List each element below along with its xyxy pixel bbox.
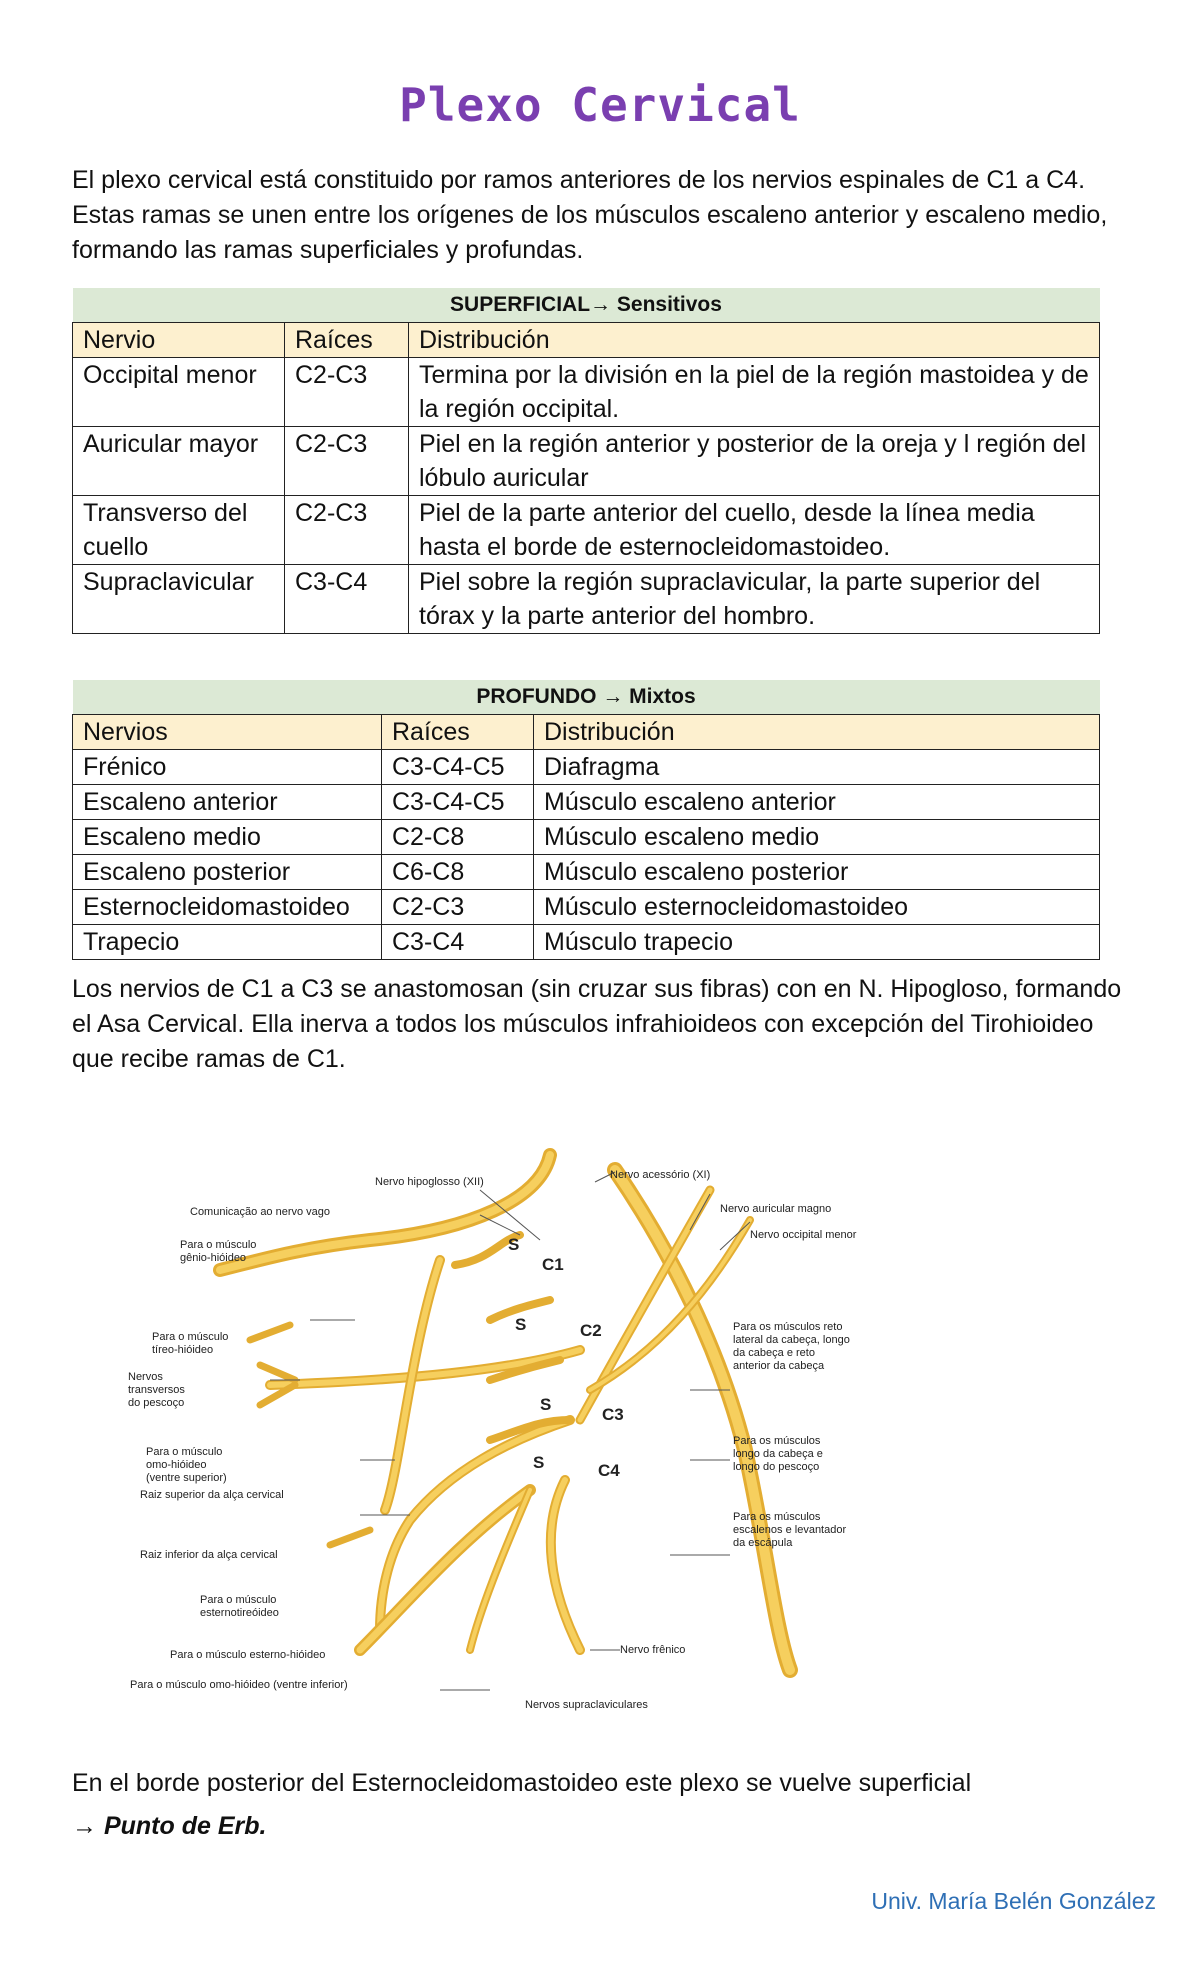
label-geniohyoid: gênio-hióideo: [180, 1252, 247, 1264]
label-lesser-occipital: Nervo occipital menor: [750, 1229, 857, 1241]
nerve-cell: Transverso del cuello: [73, 496, 285, 565]
label-c3: C3: [602, 1405, 624, 1424]
table-row: [73, 890, 1100, 925]
nerve-cell: Occipital menor: [73, 358, 285, 427]
label-rectus: Para os músculos reto: [733, 1321, 843, 1333]
label-scalenes: escalenos e levantador: [733, 1524, 847, 1536]
distribution-cell: Termina por la división en la piel de la región mastoidea y de la región occipital.: [409, 358, 1100, 427]
label-scalenes: Para os músculos: [733, 1511, 821, 1523]
label-supraclaviculars: Nervos supraclaviculares: [525, 1699, 648, 1711]
table-row: [73, 565, 1100, 634]
roots-cell: C2-C3: [285, 358, 409, 427]
label-s: S: [508, 1235, 520, 1254]
roots-cell: C3-C4: [382, 925, 534, 960]
asa-cervical-paragraph: Los nervios de C1 a C3 se anastomosan (sin cruzar sus fibras) con en N. Hipogloso, formando el Asa Cervical. Ella inerva a todos los músculos infrahioideos con excepción del Tirohioideo que recibe ramas de C1.: [72, 975, 1122, 1073]
label-s: S: [533, 1453, 545, 1472]
label-hypoglossal: Nervo hipoglosso (XII): [375, 1176, 484, 1188]
distribution-cell: Músculo trapecio: [534, 925, 1100, 960]
table-row: [73, 750, 1100, 785]
label-sternohyoid: Para o músculo esterno-hióideo: [170, 1649, 326, 1661]
header-cell: Nervios: [73, 715, 382, 750]
author-credit: Univ. María Belén González: [871, 1888, 1156, 1914]
header-cell: Distribución: [534, 715, 1100, 750]
label-thyrohyoid: tíreo-hióideo: [152, 1344, 214, 1356]
header-cell: Distribución: [409, 323, 1100, 358]
page-title: Plexo Cervical: [399, 78, 801, 132]
nerve-branches: [220, 1155, 790, 1670]
label-omohyoid-superior: (ventre superior): [146, 1472, 227, 1484]
table-row: [73, 785, 1100, 820]
nerve-cell: Escaleno posterior: [73, 855, 382, 890]
roots-cell: C2-C8: [382, 820, 534, 855]
distribution-cell: Piel en la región anterior y posterior de la oreja y l región del lóbulo auricular: [409, 427, 1100, 496]
nerve-cell: Escaleno anterior: [73, 785, 382, 820]
label-transverse-cervical: transversos: [128, 1384, 185, 1396]
label-c4: C4: [598, 1461, 620, 1480]
label-sternothyroid: Para o músculo: [200, 1594, 277, 1606]
table-row: [73, 855, 1100, 890]
label-transverse-cervical: do pescoço: [128, 1397, 185, 1409]
label-omohyoid-superior: Para o músculo: [146, 1446, 223, 1458]
label-rectus: da cabeça e reto: [733, 1347, 815, 1359]
table-row: [73, 496, 1100, 565]
label-great-auricular: Nervo auricular magno: [720, 1203, 832, 1215]
roots-cell: C6-C8: [382, 855, 534, 890]
label-omohyoid-superior: omo-hióideo: [146, 1459, 207, 1471]
roots-cell: C3-C4-C5: [382, 785, 534, 820]
table-row: [73, 427, 1100, 496]
intro-paragraph: El plexo cervical está constituido por ramos anteriores de los nervios espinales de C1 a C4. Estas ramas se unen entre los orígenes de los músculos escaleno anterior y escaleno medio, formando las ramas superficiales y profundas.: [72, 166, 1108, 264]
label-rectus: lateral da cabeça, longo: [733, 1334, 850, 1346]
label-accessory: Nervo acessório (XI): [610, 1169, 711, 1181]
label-superior-root: Raiz superior da alça cervical: [140, 1489, 284, 1501]
label-c1: C1: [542, 1255, 564, 1274]
label-longus: longo da cabeça e: [733, 1448, 823, 1460]
roots-cell: C2-C3: [285, 427, 409, 496]
roots-cell: C2-C3: [285, 496, 409, 565]
roots-cell: C3-C4: [285, 565, 409, 634]
distribution-cell: Músculo esternocleidomastoideo: [534, 890, 1100, 925]
table-row: [73, 358, 1100, 427]
distribution-cell: Piel sobre la región supraclavicular, la parte superior del tórax y la parte anterior del hombro.: [409, 565, 1100, 634]
label-phrenic: Nervo frênico: [620, 1644, 686, 1656]
distribution-cell: Músculo escaleno posterior: [534, 855, 1100, 890]
table-row: [73, 820, 1100, 855]
distribution-cell: Músculo escaleno anterior: [534, 785, 1100, 820]
label-scalenes: da escápula: [733, 1537, 793, 1549]
nerve-cell: Supraclavicular: [73, 565, 285, 634]
nerve-cell: Esternocleidomastoideo: [73, 890, 382, 925]
label-geniohyoid: Para o músculo: [180, 1239, 257, 1251]
cervical-plexus-diagram: [110, 1090, 980, 1740]
profundo-caption: PROFUNDO → Mixtos: [73, 680, 1100, 715]
header-cell: Nervio: [73, 323, 285, 358]
label-c2: C2: [580, 1321, 602, 1340]
label-s: S: [515, 1315, 527, 1334]
label-longus: longo do pescoço: [733, 1461, 820, 1473]
superficial-table: [72, 288, 1100, 634]
nerve-cell: Frénico: [73, 750, 382, 785]
superficial-caption: SUPERFICIAL→ Sensitivos: [73, 288, 1100, 323]
label-sternothyroid: esternotireóideo: [200, 1607, 279, 1619]
erb-paragraph: En el borde posterior del Esternocleidomastoideo este plexo se vuelve superficial: [72, 1769, 972, 1797]
label-thyrohyoid: Para o músculo: [152, 1331, 229, 1343]
label-vagus-communication: Comunicação ao nervo vago: [190, 1206, 331, 1218]
nerve-cell: Trapecio: [73, 925, 382, 960]
label-inferior-root: Raiz inferior da alça cervical: [140, 1549, 278, 1561]
label-omohyoid-inferior: Para o músculo omo-hióideo (ventre inferior): [130, 1679, 348, 1691]
distribution-cell: Músculo escaleno medio: [534, 820, 1100, 855]
header-cell: Raíces: [285, 323, 409, 358]
label-transverse-cervical: Nervos: [128, 1371, 163, 1383]
label-longus: Para os músculos: [733, 1435, 821, 1447]
nerve-cell: Escaleno medio: [73, 820, 382, 855]
roots-cell: C2-C3: [382, 890, 534, 925]
header-cell: Raíces: [382, 715, 534, 750]
distribution-cell: Diafragma: [534, 750, 1100, 785]
profundo-table: [72, 680, 1100, 960]
table-row: [73, 925, 1100, 960]
roots-cell: C3-C4-C5: [382, 750, 534, 785]
label-s: S: [540, 1395, 552, 1414]
distribution-cell: Piel de la parte anterior del cuello, desde la línea media hasta el borde de esternocleidomastoideo.: [409, 496, 1100, 565]
erb-point: → Punto de Erb.: [72, 1812, 267, 1840]
label-rectus: anterior da cabeça: [733, 1360, 825, 1372]
nerve-cell: Auricular mayor: [73, 427, 285, 496]
